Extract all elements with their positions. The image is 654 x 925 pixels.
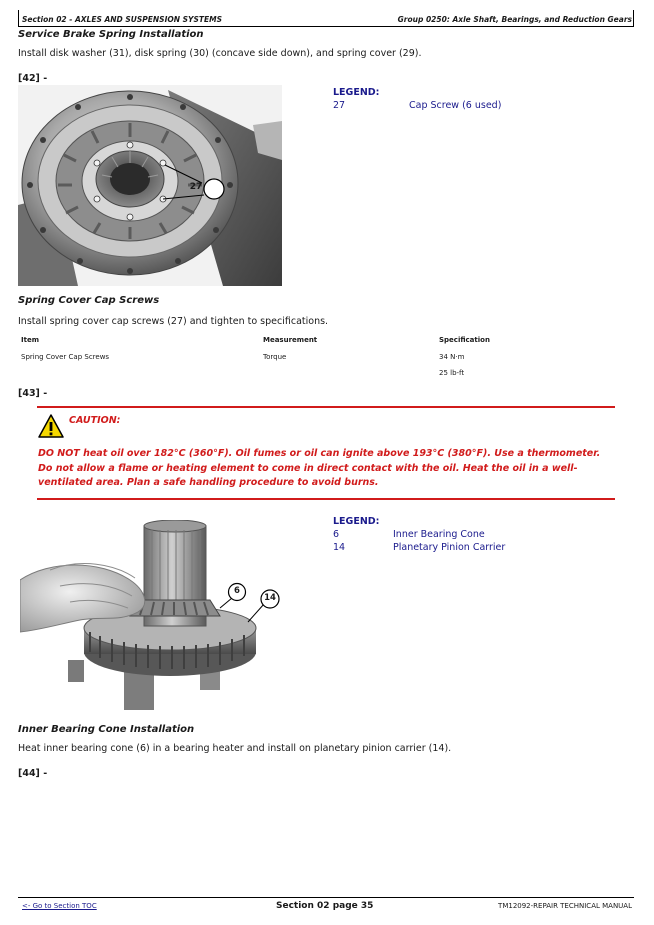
header-section: Section 02 - AXLES AND SUSPENSION SYSTEMS xyxy=(22,15,222,24)
spec-table-header-item: Item xyxy=(21,336,39,344)
manual-title: TM12092-REPAIR TECHNICAL MANUAL xyxy=(498,902,632,910)
spec-table-cell-item: Spring Cover Cap Screws xyxy=(21,353,110,361)
brake-housing-photo xyxy=(18,85,282,286)
caution-title: CAUTION: xyxy=(69,415,121,426)
legend-1-num-27: 27 xyxy=(333,100,346,111)
caution-rule-bottom xyxy=(37,498,615,500)
step-42: [42] - xyxy=(18,73,48,84)
callout-14: 14 xyxy=(264,593,276,603)
pinion-carrier-photo xyxy=(20,520,286,714)
legend-2-label-pinion-carrier: Planetary Pinion Carrier xyxy=(393,542,506,553)
header-group: Group 0250: Axle Shaft, Bearings, and Reduction Gears xyxy=(397,15,632,24)
section-title-cap-screws: Spring Cover Cap Screws xyxy=(18,295,160,306)
section-text-cap-screws: Install spring cover cap screws (27) and tighten to specifications. xyxy=(18,316,329,327)
callout-27: 27 xyxy=(189,182,203,192)
header-divider-right xyxy=(633,10,634,26)
caution-text xyxy=(38,447,628,491)
spec-table-cell-spec-metric: 34 N·m xyxy=(439,353,465,361)
caution-line-1: DO NOT heat oil over 182°C (360°F). Oil fumes or oil can ignite above 193°C (380°F). Use a thermometer. xyxy=(38,448,601,459)
caution-line-3: ventilated area. Plan a safe handling procedure to avoid burns. xyxy=(38,477,379,488)
step-43: [43] - xyxy=(18,388,48,399)
footer-rule xyxy=(18,897,634,898)
caution-rule-top xyxy=(37,406,615,408)
section-title-inner-bearing-cone: Inner Bearing Cone Installation xyxy=(18,724,195,735)
header-rule xyxy=(18,26,634,27)
spec-table-cell-measurement: Torque xyxy=(263,353,287,361)
callout-6: 6 xyxy=(234,586,240,596)
section-text-inner-bearing-cone: Heat inner bearing cone (6) in a bearing heater and install on planetary pinion carrier (14). xyxy=(18,743,452,754)
legend-1-label-cap-screw: Cap Screw (6 used) xyxy=(409,100,502,111)
legend-2-title: LEGEND: xyxy=(333,516,380,527)
section-title-brake-spring: Service Brake Spring Installation xyxy=(18,29,204,40)
spec-table-cell-spec-imperial: 25 lb-ft xyxy=(439,369,465,377)
legend-2-num-14: 14 xyxy=(333,542,346,553)
legend-2-num-6: 6 xyxy=(333,529,340,540)
spec-table-header-specification: Specification xyxy=(439,336,490,344)
step-44: [44] - xyxy=(18,768,48,779)
caution-line-2: Do not allow a flame or heating element to come in direct contact with the oil. Heat the oil in a well- xyxy=(38,462,578,474)
spec-table-header-measurement: Measurement xyxy=(263,336,318,344)
go-to-section-toc-link[interactable]: <- Go to Section TOC xyxy=(22,902,97,910)
page-number: Section 02 page 35 xyxy=(276,901,374,911)
header-divider-left xyxy=(18,10,19,26)
section-text-brake-spring: Install disk washer (31), disk spring (30) (concave side down), and spring cover (29). xyxy=(18,48,422,59)
legend-2-label-inner-bearing-cone: Inner Bearing Cone xyxy=(393,529,485,540)
warning-triangle-icon xyxy=(38,414,64,438)
legend-1-title: LEGEND: xyxy=(333,87,380,98)
